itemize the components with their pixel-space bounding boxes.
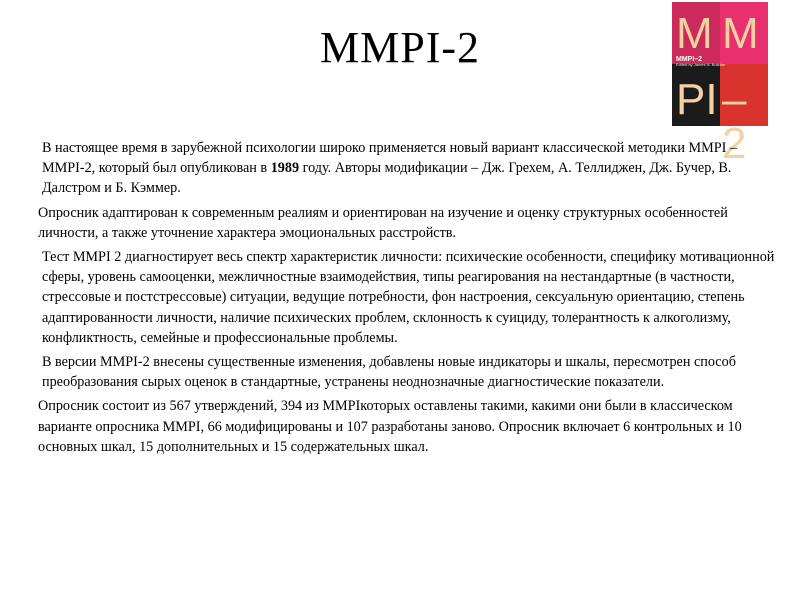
cover-band-title: MMPI–2 <box>676 56 703 63</box>
cover-band-subtitle: Edited by James N. Butcher <box>676 62 726 67</box>
cover-letter-bottom-right: –2 <box>722 75 747 168</box>
cover-letter-top-left: M <box>676 9 713 58</box>
slide-title: MMPI-2 <box>319 23 481 72</box>
slide-body <box>38 138 778 461</box>
cover-letter-top-right: M <box>722 9 759 58</box>
book-cover-image <box>672 2 768 168</box>
paragraph-changes: В версии MMPI-2 внесены существенные изменения, добавлены новые индикаторы и шкалы, пересмотрен способ преобразования сырых оценок в стандартные, устранены неоднозначные диагностические показатели. <box>42 354 736 391</box>
paragraph-diagnostics: Тест MMPI 2 диагностирует весь спектр характеристик личности: психические особенности, специфику мотивационной сферы, уровень самооценки, межличностные взаимодействия, типы реагирования на нестандартные (в частности, стрессовые и постстрессовые) ситуации, ведущие потребности, фон настроения, сексуальную ориентацию, степень адаптированности личности, наличие психических проблем, склонность к суициду, толерантность к алкоголизму, конфликтность, семейные и профессиональные проблемы. <box>42 249 775 346</box>
paragraph-intro: В настоящее время в зарубежной психологии широко применяется новый вариант классической методики MMPI – MMPI-2, который был опубликован в 1989 году. Авторы модификации – Дж. Грехем, А. Теллиджен, Дж. Бучер, В. Далстром и Б. Кэммер. <box>42 140 738 197</box>
cover-letter-bottom-left: PI <box>676 75 718 124</box>
year-highlight: 1989 <box>270 160 300 177</box>
paragraph-adaptation: Опросник адаптирован к современным реалиям и ориентирован на изучение и оценку структурных особенностей личности, а также уточнение характера эмоциональных расстройств. <box>38 204 728 241</box>
paragraph-structure: Опросник состоит из 567 утверждений, 394 из MMPIкоторых оставлены такими, какими они были в классическом варианте опросника MMPI, 66 модифицированы и 107 разработаны заново. Опросник включает 6 контрольных и 10 основных шкал, 15 дополнительных и 15 содержательных шкал. <box>38 398 742 455</box>
cover-title-band <box>672 56 768 68</box>
